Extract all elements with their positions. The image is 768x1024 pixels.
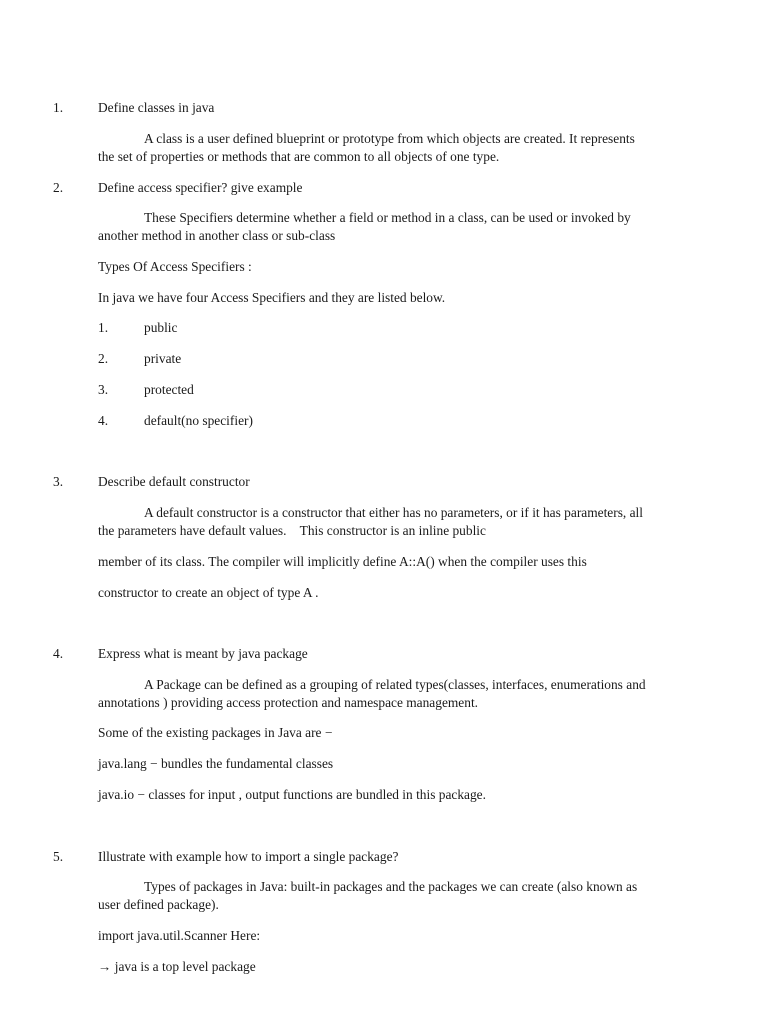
question-title: Express what is meant by java package — [98, 646, 308, 661]
question-number: 2. — [53, 180, 64, 195]
answer-text: Some of the existing packages in Java are − — [98, 725, 333, 740]
question-number: 1. — [53, 100, 64, 115]
question-title: Define classes in java — [98, 100, 215, 115]
list-item: public — [144, 320, 178, 335]
answer-text: A class is a user defined blueprint or prototype from which objects are created. It represents — [144, 131, 635, 146]
answer-text: annotations ) providing access protection and namespace management. — [98, 695, 479, 710]
list-item: private — [144, 351, 182, 366]
question-number: 4. — [53, 646, 64, 661]
answer-text: import java.util.Scanner Here: — [98, 928, 261, 943]
question-title: Define access specifier? give example — [98, 180, 303, 195]
answer-text: A Package can be defined as a grouping of related types(classes, interfaces, enumerations and — [144, 677, 646, 692]
answer-text: In java we have four Access Specifiers and they are listed below. — [98, 290, 446, 305]
answer-text: java.lang − bundles the fundamental classes — [98, 756, 334, 771]
question-title: Illustrate with example how to import a single package? — [98, 849, 399, 864]
answer-text: These Specifiers determine whether a field or method in a class, can be used or invoked by — [144, 210, 631, 225]
answer-text: Types of packages in Java: built-in packages and the packages we can create (also known as — [144, 879, 638, 894]
answer-text: constructor to create an object of type A . — [98, 585, 319, 600]
list-item: protected — [144, 382, 194, 397]
question-title: Describe default constructor — [98, 474, 250, 489]
question-number: 5. — [53, 849, 64, 864]
answer-text: user defined package). — [98, 897, 219, 912]
list-item-number: 2. — [98, 351, 109, 366]
answer-text: java.io − classes for input , output functions are bundled in this package. — [98, 787, 486, 802]
answer-text: another method in another class or sub-class — [98, 228, 336, 243]
section-heading: Types Of Access Specifiers : — [98, 259, 252, 274]
list-item-number: 4. — [98, 413, 109, 428]
answer-text: member of its class. The compiler will implicitly define A::A() when the compiler uses this — [98, 554, 587, 569]
answer-text: A default constructor is a constructor that either has no parameters, or if it has parameters, all — [144, 505, 643, 520]
list-item: default(no specifier) — [144, 413, 253, 428]
question-number: 3. — [53, 474, 64, 489]
answer-text: the parameters have default values. This constructor is an inline public — [98, 523, 486, 538]
list-item-number: 3. — [98, 382, 109, 397]
answer-text: → java is a top level package — [98, 959, 256, 974]
answer-text: the set of properties or methods that are common to all objects of one type. — [98, 149, 500, 164]
list-item-number: 1. — [98, 320, 109, 335]
